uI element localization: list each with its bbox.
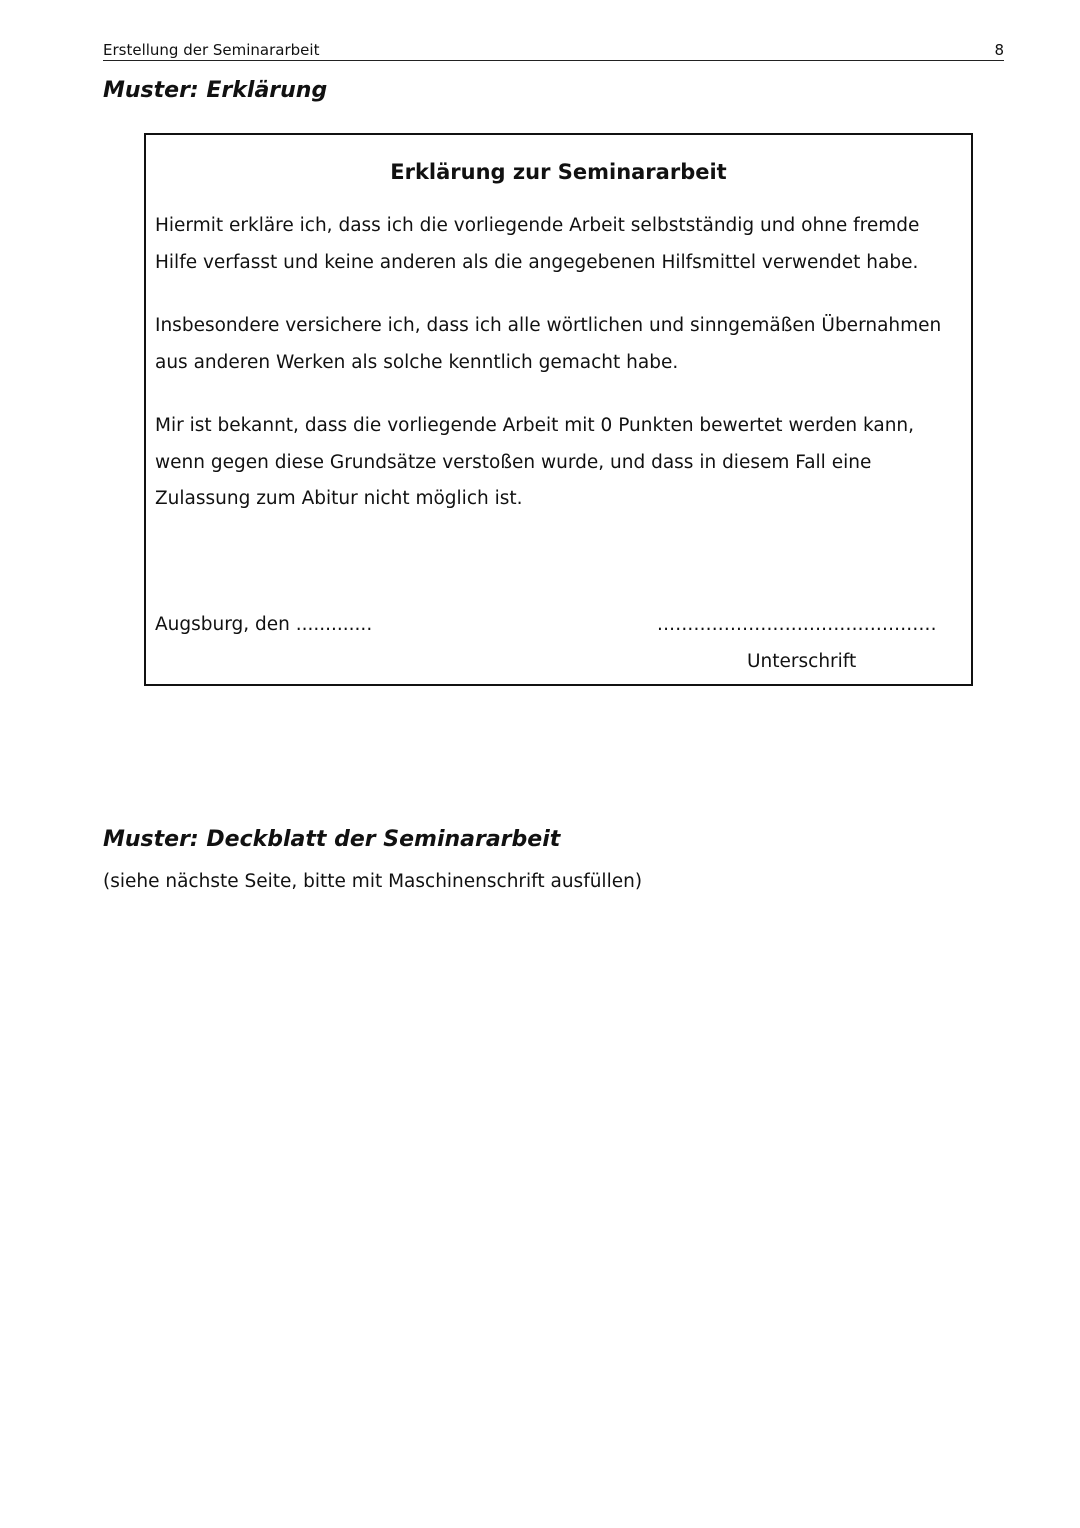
declaration-paragraph-1: Hiermit erkläre ich, dass ich die vorliegende Arbeit selbstständig und ohne fremde Hilfe verfasst und keine anderen als die angegebenen Hilfsmittel verwendet habe. [155,215,920,273]
place-date-field: Augsburg, den ............. [155,614,373,635]
page-number: 8 [994,41,1004,59]
signature-label: Unterschrift [747,651,857,672]
deckblatt-note: (siehe nächste Seite, bitte mit Maschinenschrift ausfüllen) [103,871,643,892]
signature-line: .............................................. [657,614,937,635]
declaration-box [144,133,973,686]
declaration-paragraph-3: Mir ist bekannt, dass die vorliegende Arbeit mit 0 Punkten bewertet werden kann, wenn gegen diese Grundsätze verstoßen wurde, und dass in diesem Fall eine Zulassung zum Abitur nicht möglich ist. [155,415,915,509]
heading-muster-erklaerung: Muster: Erklärung [103,78,328,103]
declaration-title: Erklärung zur Seminararbeit [390,160,727,184]
heading-muster-deckblatt: Muster: Deckblatt der Seminararbeit [103,827,561,852]
page-header [103,41,1004,61]
declaration-paragraph-2: Insbesondere versichere ich, dass ich alle wörtlichen und sinngemäßen Übernahmen aus anderen Werken als solche kenntlich gemacht habe. [155,315,942,373]
header-title: Erstellung der Seminararbeit [103,41,320,59]
